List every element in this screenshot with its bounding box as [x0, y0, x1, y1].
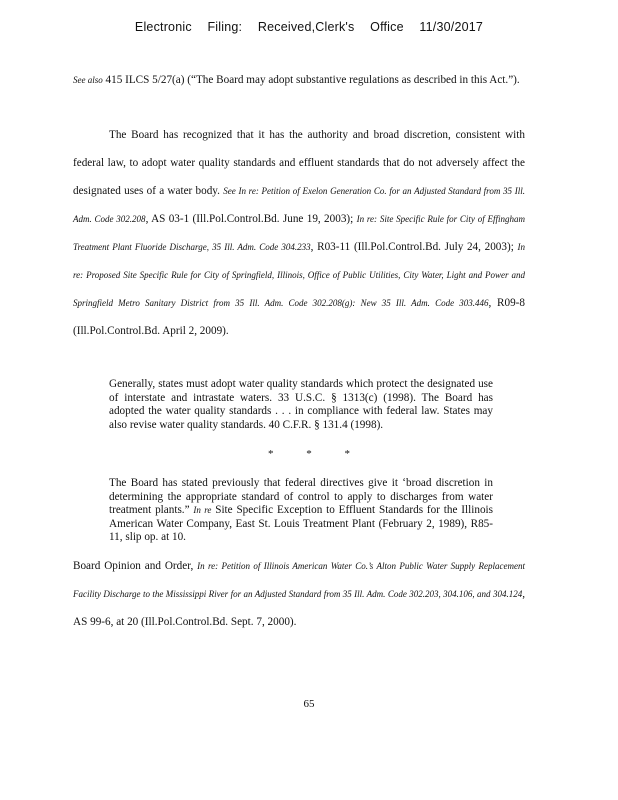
see-also-signal: See also — [73, 75, 103, 85]
block-quote-state-standards — [109, 378, 493, 432]
citation-tail: , AS 03-1 (Ill.Pol.Control.Bd. June 19, 2003); — [145, 213, 354, 225]
paragraph-board-authority — [73, 121, 525, 345]
filing-stamp-header: Electronic Filing: Received,Clerk's Office 11/30/2017 — [134, 20, 484, 34]
in-re-signal: In re — [193, 505, 212, 515]
citation-tail: , AS 99-6, at 20 (Ill.Pol.Control.Bd. Sept. 7, 2000). — [73, 588, 525, 628]
quote-text-tail: Site Specific Exception to Effluent Standards for the Illinois American Water Company, East St. Louis Treatment Plant (February 2, 1989), R85-11, slip op. at 10. — [109, 504, 494, 543]
citation-tail: , R03-11 (Ill.Pol.Control.Bd. July 24, 2003); — [310, 241, 514, 253]
paragraph-see-also — [73, 66, 525, 94]
page-number: 65 — [303, 698, 315, 710]
case-citation-exelon: See In re: Petition of Exelon Generation Co. for an Adjusted Standard from 35 Ill. Adm. Code 302.208 — [73, 186, 526, 224]
case-citation-springfield: In re: Proposed Site Specific Rule for City of Springfield, Illinois, Office of Public Utilities, City Water, Light and Power and Springfield Metro Sanitary District from 35 Ill. Adm. Code 302.208(g): New 35 Ill. Adm. Code 303.446 — [73, 242, 525, 308]
case-citation-effingham: In re: Site Specific Rule for City of Effingham Treatment Plant Fluoride Discharge, 35 Ill. Adm. Code 304.233 — [73, 214, 525, 252]
quote-text: The Board has stated previously that federal directives give it ‘broad discretion in determining the appropriate standard of control to apply to discharges from water treatment plants.” — [109, 477, 493, 516]
paragraph-text: 415 ILCS 5/27(a) (“The Board may adopt substantive regulations as described in this Act.”). — [105, 74, 520, 86]
ellipsis-stars: * * * — [268, 448, 350, 460]
paragraph-board-opinion — [73, 552, 525, 636]
case-citation-alton: In re: Petition of Illinois American Water Co.’s Alton Public Water Supply Replacement Facility Discharge to the Mississippi River for an Adjusted Standard from 35 Ill. Adm. Code 302.203, 304.106, and 304.124 — [73, 561, 525, 599]
block-quote-federal-directives — [109, 477, 493, 545]
quote-text: Generally, states must adopt water quality standards which protect the designated use of interstate and intrastate waters. 33 U.S.C. § 1313(c) (1998). The Board has adopted the water quality standards . . . in compliance with federal law. States may also revise water quality standards. 40 C.F.R. § 131.4 (1998). — [109, 378, 493, 431]
paragraph-text: The Board has recognized that it has the authority and broad discretion, consistent with federal law, to adopt water quality standards and effluent standards that do not adversely affect the designated uses of a water body. — [73, 129, 525, 197]
paragraph-text: Board Opinion and Order, — [73, 560, 194, 572]
citation-tail: , R09-8 (Ill.Pol.Control.Bd. April 2, 2009). — [73, 297, 525, 337]
